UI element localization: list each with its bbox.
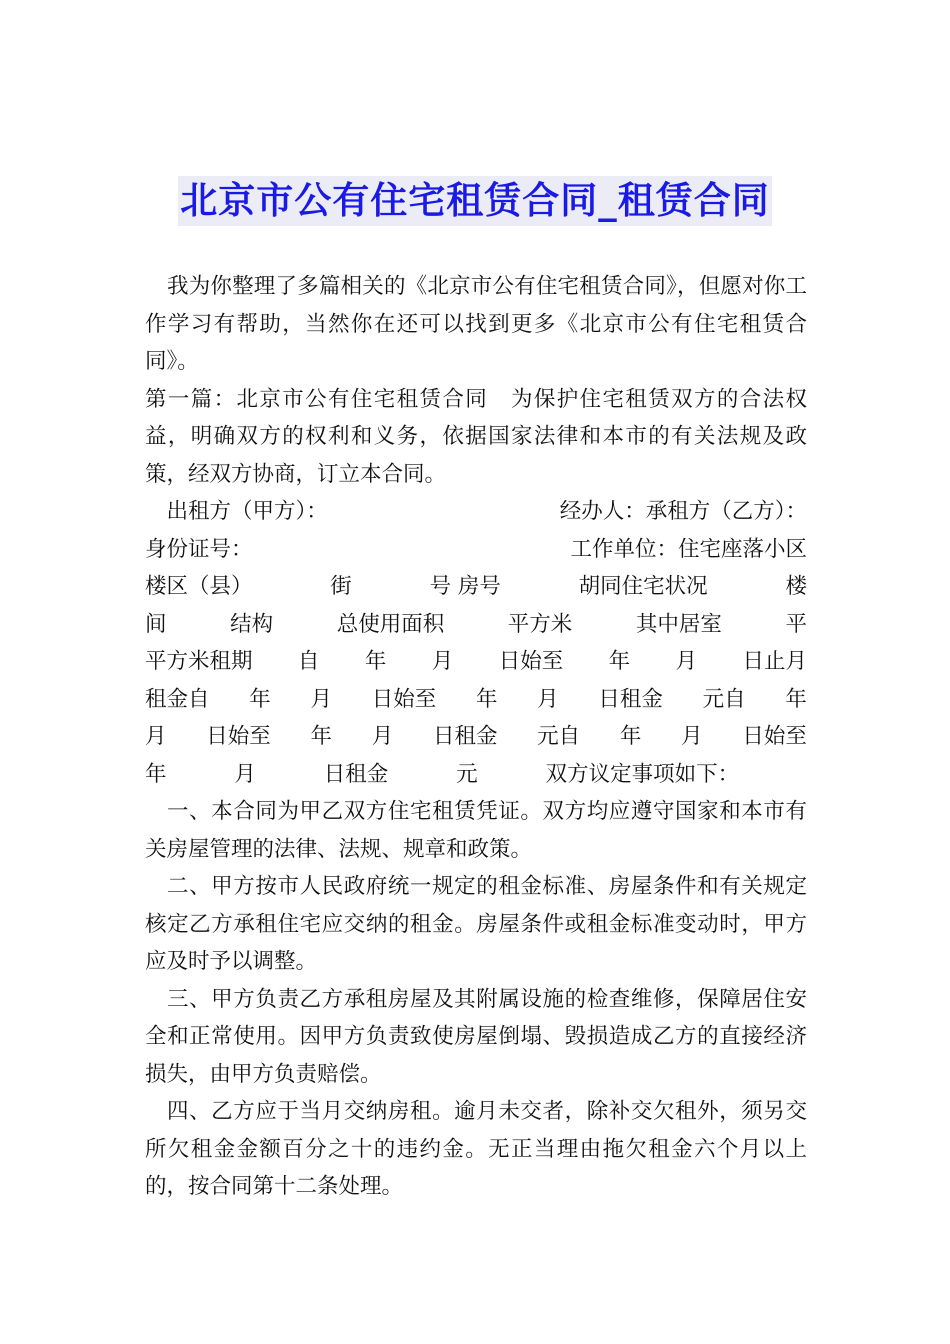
form-cell: 平 (785, 611, 807, 637)
form-cell: 日租金 (432, 724, 498, 749)
form-cell: 经办人：承租方（乙方）： (559, 499, 807, 524)
document-body (145, 268, 807, 1206)
form-cell: 间 (145, 611, 167, 637)
form-cell: 日始至 (742, 724, 807, 749)
form-cell: 月 (310, 686, 332, 712)
form-cell: 身份证号： (145, 536, 253, 562)
intro-paragraph: 我为你整理了多篇相关的《北京市公有住宅租赁合同》，但愿对你工作学习有帮助，当然你在还可以找到更多《北京市公有住宅租赁合同》。 (145, 274, 807, 374)
form-cell: 平方米 (507, 611, 573, 637)
form-cell: 双方议定事项如下： (545, 761, 740, 787)
form-row (145, 681, 807, 719)
clause-1: 一、本合同为甲乙双方住宅租赁凭证。双方均应遵守国家和本市有关房屋管理的法律、法规、规章和政策。 (145, 799, 807, 862)
form-cell: 年 (619, 724, 642, 749)
form-cell: 日始至 (371, 686, 437, 712)
form-row (145, 493, 807, 531)
form-row (145, 718, 807, 756)
form-cell: 工作单位：住宅座落小区 (570, 536, 807, 562)
form-row (145, 606, 807, 644)
document-title-wrap (0, 176, 950, 226)
form-cell: 年 (249, 686, 271, 712)
form-cell: 街 (330, 574, 352, 599)
form-cell: 月 (675, 649, 698, 674)
form-cell: 月 (371, 724, 394, 749)
contract-form-block (145, 493, 807, 793)
form-cell: 总使用面积 (336, 611, 445, 637)
form-cell: 自 (297, 649, 320, 674)
form-cell: 年 (785, 686, 807, 712)
form-cell: 号 房号 (429, 574, 501, 599)
form-cell: 元自 (537, 724, 581, 749)
form-cell: 日止月 (742, 649, 807, 674)
form-cell: 元 (456, 761, 478, 787)
form-cell: 日始至 (498, 649, 564, 674)
form-row (145, 568, 807, 606)
clause-2: 二、甲方按市人民政府统一规定的租金标准、房屋条件和有关规定核定乙方承租住宅应交纳的租金。房屋条件或租金标准变动时，甲方应及时予以调整。 (145, 874, 807, 974)
form-cell: 年 (608, 649, 631, 674)
form-cell: 月 (537, 686, 559, 712)
form-cell: 日始至 (206, 724, 271, 749)
form-row (145, 531, 807, 569)
form-cell: 元自 (702, 686, 746, 712)
form-cell: 年 (145, 761, 167, 787)
form-cell: 租金自 (145, 686, 210, 712)
form-row (145, 756, 807, 794)
form-cell: 楼 (785, 574, 807, 599)
form-cell: 年 (310, 724, 332, 749)
form-cell: 平方米租期 (145, 649, 253, 674)
form-cell: 日租金 (598, 686, 663, 712)
form-cell: 月 (145, 724, 167, 749)
form-cell: 月 (431, 649, 454, 674)
form-cell: 日租金 (323, 761, 389, 787)
form-cell: 月 (681, 724, 703, 749)
document-title: 北京市公有住宅租赁合同_租赁合同 (178, 176, 772, 226)
form-cell: 月 (234, 761, 256, 787)
form-cell: 出租方（甲方）： (145, 499, 328, 524)
form-cell: 年 (475, 686, 498, 712)
form-cell: 其中居室 (635, 611, 722, 637)
form-cell: 胡同住宅状况 (578, 574, 708, 599)
form-cell: 楼区（县） (145, 574, 253, 599)
form-row (145, 643, 807, 681)
section-1-paragraph: 第一篇：北京市公有住宅租赁合同 为保护住宅租赁双方的合法权益，明确双方的权利和义务，依据国家法律和本市的有关法规及政策，经双方协商，订立本合同。 (145, 386, 807, 487)
form-cell: 年 (364, 649, 387, 674)
clause-3: 三、甲方负责乙方承租房屋及其附属设施的检查维修，保障居住安全和正常使用。因甲方负责致使房屋倒塌、毁损造成乙方的直接经济损失，由甲方负责赔偿。 (145, 986, 807, 1087)
form-cell: 结构 (230, 611, 274, 637)
clause-4: 四、乙方应于当月交纳房租。逾月未交者，除补交欠租外，须另交所欠租金金额百分之十的违约金。无正当理由拖欠租金六个月以上的，按合同第十二条处理。 (145, 1099, 807, 1199)
